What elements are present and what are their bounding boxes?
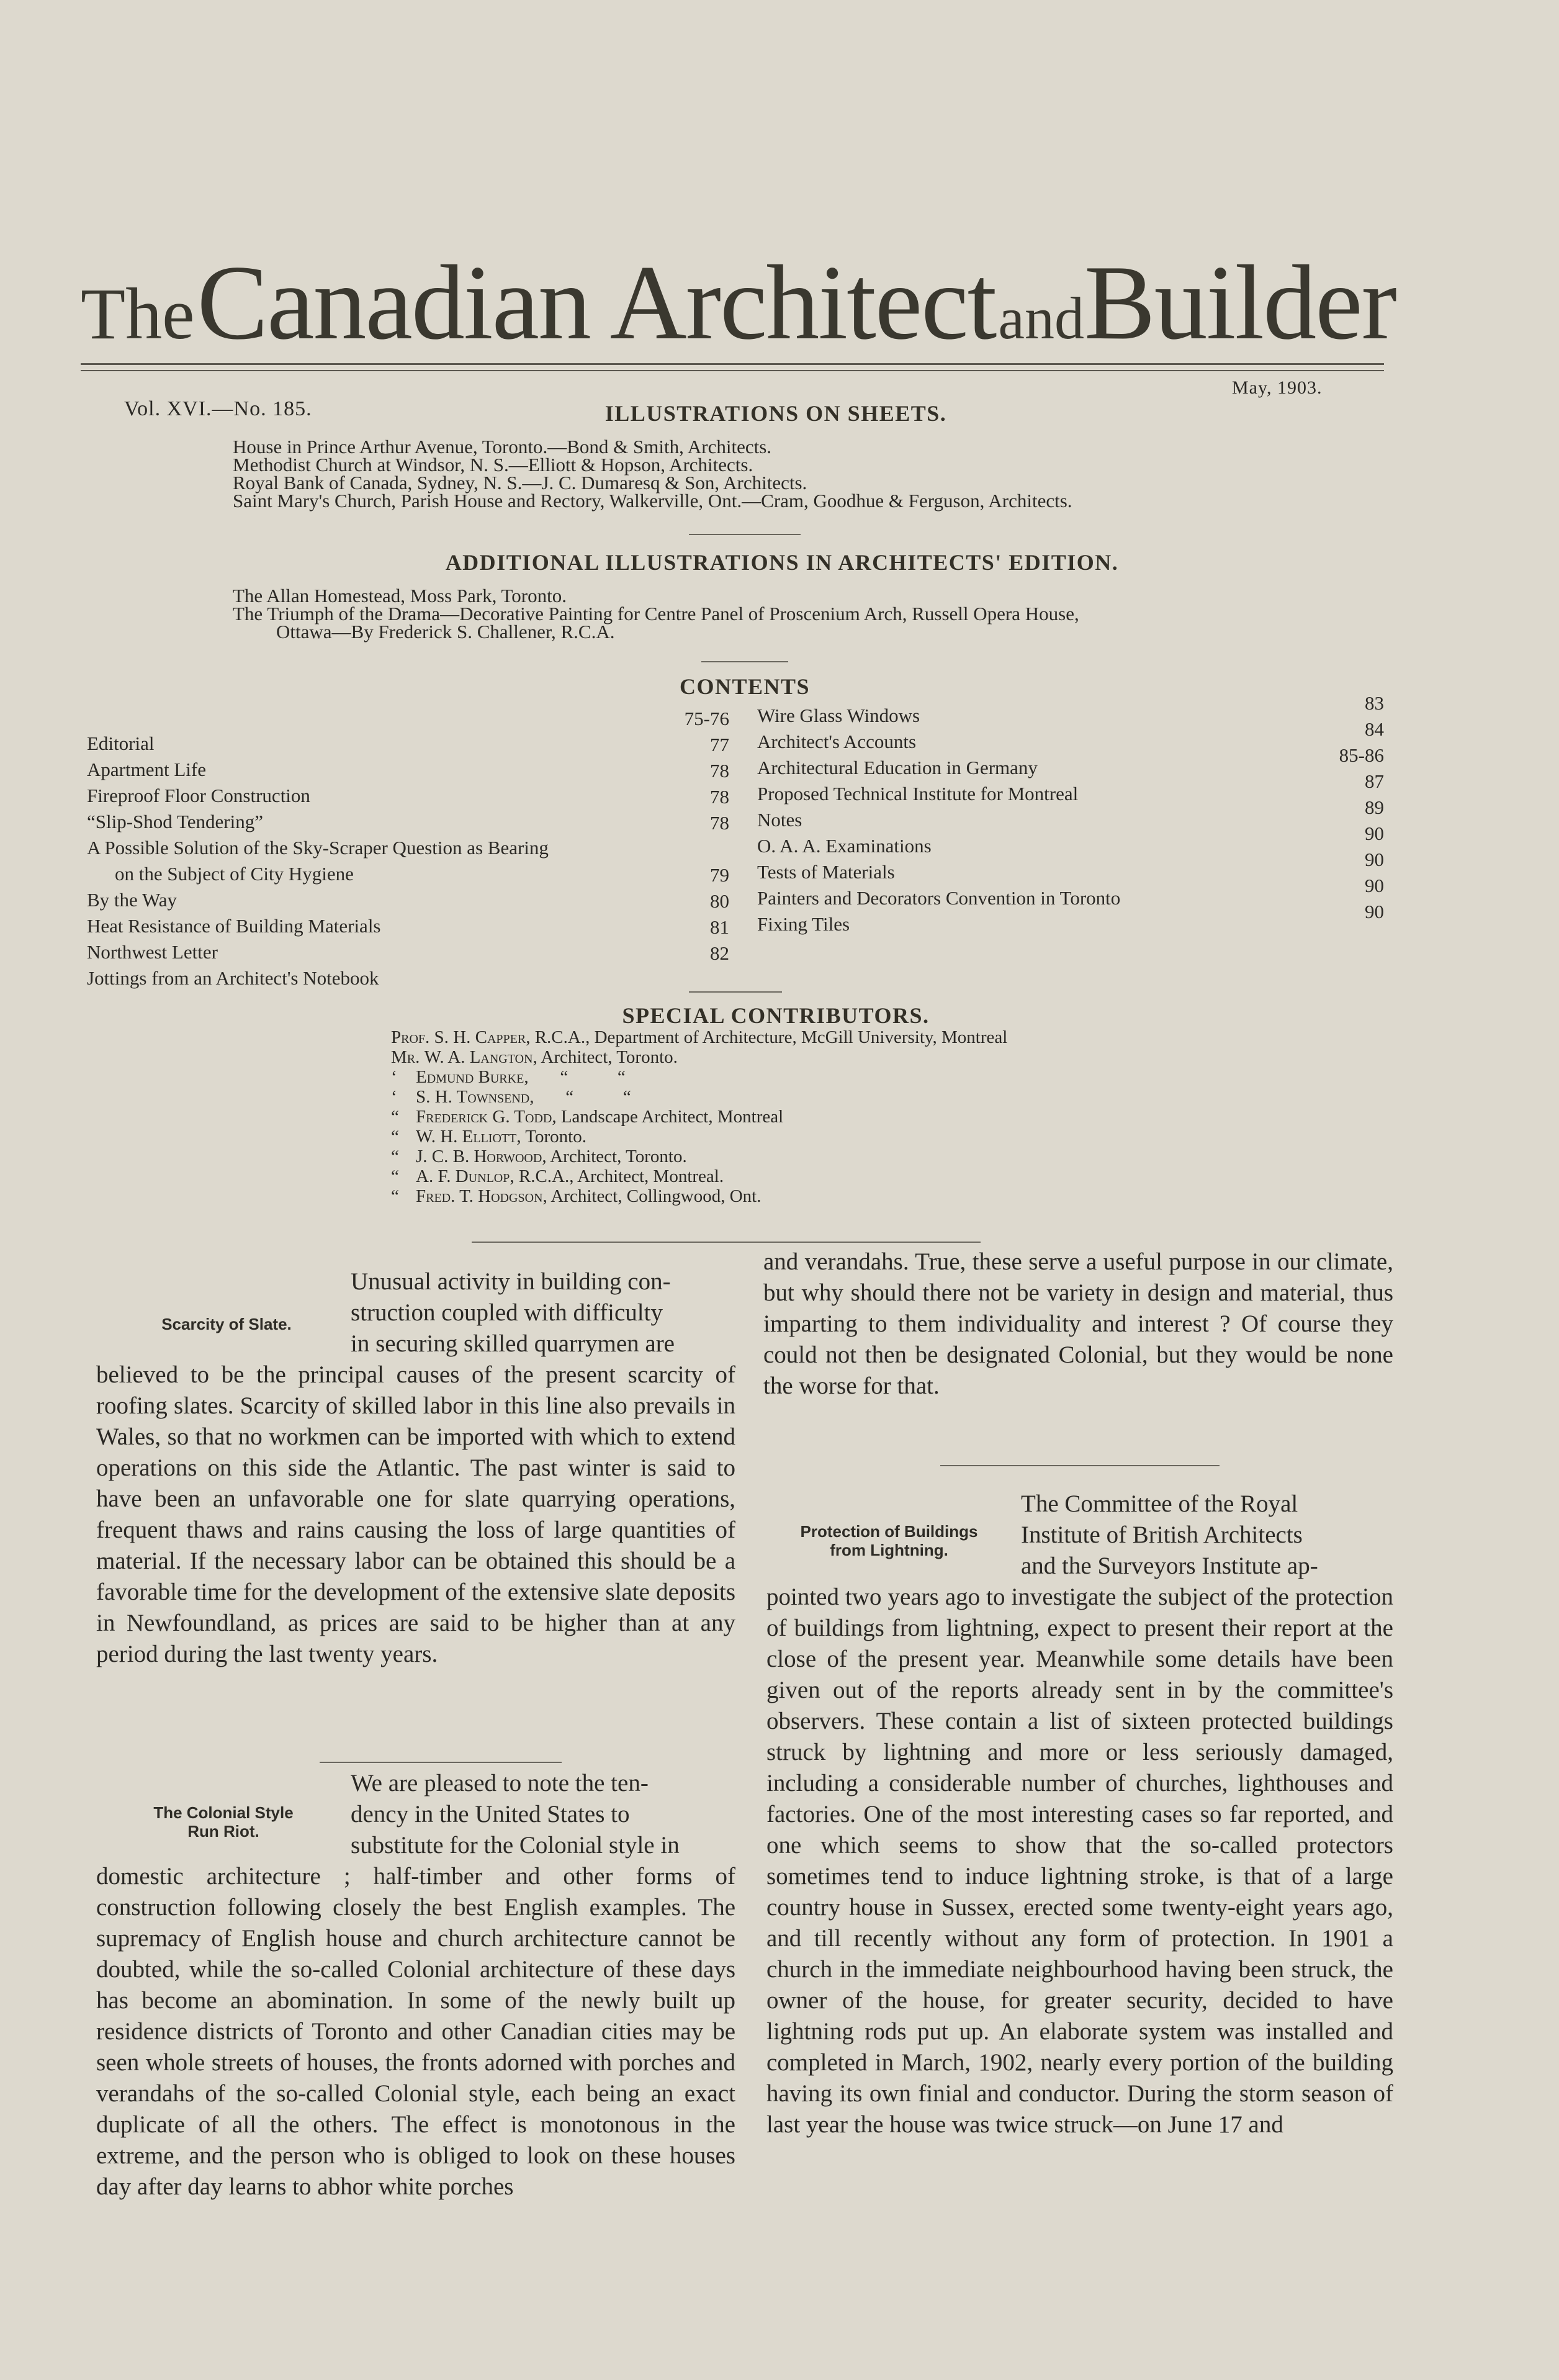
contributors-list	[391, 1027, 1007, 1206]
divider	[689, 991, 782, 993]
page-number: 77	[710, 734, 729, 755]
volume-number: Vol. XVI.—No. 185.	[124, 397, 312, 420]
contents-entry: A Possible Solution of the Sky-Scraper Question as Bearing	[87, 837, 549, 859]
illustration-item: Royal Bank of Canada, Sydney, N. S.—J. C. Dumaresq & Son, Architects.	[233, 472, 807, 494]
contents-entry: Fireproof Floor Construction	[87, 785, 310, 806]
page-number: 87	[1365, 770, 1384, 792]
contents-entry: Jottings from an Architect's Notebook	[87, 967, 379, 989]
illustration-item: Methodist Church at Windsor, N. S.—Elliott & Hopson, Architects.	[233, 454, 753, 476]
divider	[320, 1762, 562, 1763]
contents-entry: Architect's Accounts	[757, 731, 917, 752]
page-number: 81	[710, 916, 729, 938]
additional-heading: ADDITIONAL ILLUSTRATIONS IN ARCHITECTS' EDITION.	[445, 550, 1119, 575]
contents-heading: CONTENTS	[679, 674, 811, 699]
additional-list	[233, 587, 1443, 641]
sidehead-scarcity-of-slate: Scarcity of Slate.	[161, 1315, 292, 1333]
contents-entry: Painters and Decorators Convention in Toronto	[757, 887, 1121, 909]
contributor-row: ‘ S. H. Townsend, “ “	[391, 1087, 631, 1107]
contributors-heading: SPECIAL CONTRIBUTORS.	[622, 1003, 930, 1028]
contents-entry: Wire Glass Windows	[757, 705, 920, 726]
contents-entry: “Slip-Shod Tendering”	[87, 811, 263, 832]
page-number: 80	[710, 890, 729, 912]
contents-right-pages	[1316, 692, 1384, 927]
page-number: 84	[1365, 718, 1384, 740]
contents-entry: on the Subject of City Hygiene	[115, 863, 354, 885]
page-number: 83	[1365, 692, 1384, 714]
masthead-rule	[81, 363, 1384, 371]
contents-entry: Editorial	[87, 732, 155, 754]
masthead-the: The	[81, 273, 195, 354]
contributor-row: Mr. W. A. Langton, Architect, Toronto.	[391, 1047, 678, 1067]
colonial-lead: We are pleased to note the ten- dency in the United States to substitute for the Colonial style in	[351, 1770, 680, 1859]
contents-entry: Notes	[757, 809, 802, 831]
contributor-row: “ A. F. Dunlop, R.C.A., Architect, Montreal.	[391, 1166, 724, 1186]
contents-entry: Tests of Materials	[757, 861, 895, 883]
sidehead-protection-lightning: Protection of Buildings from Lightning.	[800, 1522, 978, 1559]
contents-entry: Fixing Tiles	[757, 913, 850, 935]
divider	[940, 1465, 1220, 1466]
page-number: 90	[1365, 875, 1384, 896]
page-number: 90	[1365, 901, 1384, 922]
page-number: 78	[710, 812, 729, 834]
contents-entry: Proposed Technical Institute for Montreal	[757, 783, 1079, 805]
illustration-item: Saint Mary's Church, Parish House and Rectory, Walkerville, Ont.—Cram, Goodhue & Ferguson, Architects.	[233, 490, 1072, 512]
colonial-continued: and verandahs. True, these serve a useful purpose in our climate, but why should there not be variety in design and material, thus imparting to them individuality and interest ? Of course they could not then be designated Colonial, but they would be none the worse for that.	[763, 1248, 1393, 1399]
divider	[472, 1242, 981, 1243]
divider	[701, 661, 788, 662]
illustration-item: House in Prince Arthur Avenue, Toronto.—Bond & Smith, Architects.	[233, 436, 772, 458]
page-number: 78	[710, 786, 729, 808]
masthead	[81, 242, 1396, 364]
contributor-row: “ W. H. Elliott, Toronto.	[391, 1127, 586, 1147]
contributor-row: “ Frederick G. Todd, Landscape Architect, Montreal	[391, 1107, 784, 1127]
contents-left-pages	[667, 708, 729, 968]
sidehead-colonial-style: The Colonial Style Run Riot.	[153, 1803, 294, 1841]
slate-lead: Unusual activity in building con- struction coupled with difficulty in securing skilled quarrymen are	[351, 1268, 675, 1357]
page-number: 82	[710, 942, 729, 964]
contents-entry: By the Way	[87, 889, 177, 911]
colonial-body: domestic architecture ; half-timber and other forms of construction following closely the best English examples. The supremacy of English house and church architecture cannot be doubted, while the so-called Colonial architecture of these days has become an abomination. In some of the newly built up residence districts of Toronto and other Canadian cities may be seen whole streets of houses, the fronts adorned with porches and verandahs of the so-called Colonial style, each being an exact duplicate of all the others. The effect is monotonous in the extreme, and the person who is obliged to look on these houses day after day learns to abhor white porches	[96, 1863, 735, 2200]
page-number: 90	[1365, 849, 1384, 870]
additional-item: The Triumph of the Drama—Decorative Painting for Centre Panel of Proscenium Arch, Russell Opera House,	[233, 603, 1079, 624]
masthead-title: Canadian Architect	[197, 244, 996, 362]
page-number: 90	[1365, 823, 1384, 844]
masthead-and: and	[998, 285, 1084, 351]
lightning-lead: The Committee of the Royal Institute of British Architects and the Surveyors Institute ap-	[1021, 1490, 1318, 1579]
additional-item: Ottawa—By Frederick S. Challener, R.C.A.	[276, 621, 615, 642]
page-number: 78	[710, 760, 729, 782]
contributor-row: ‘ Edmund Burke, “ “	[391, 1067, 626, 1087]
contents-entry: Heat Resistance of Building Materials	[87, 915, 381, 937]
illustrations-list	[233, 438, 1412, 510]
page-number: 85-86	[1339, 744, 1384, 766]
page-number: 89	[1365, 796, 1384, 818]
contents-entry: Northwest Letter	[87, 941, 218, 963]
contributor-row: Prof. S. H. Capper, R.C.A., Department of Architecture, McGill University, Montreal	[391, 1027, 1008, 1047]
contents-entry: O. A. A. Examinations	[757, 835, 932, 857]
masthead-builder: Builder	[1084, 244, 1396, 362]
lightning-body: pointed two years ago to investigate the subject of the protection of buildings from lightning, expect to present their report at the close of the present year. Meanwhile some details have been given out of the reports already sent in by the committee's observers. These contain a list of sixteen protected buildings struck by lightning and more or less seriously damaged, including a considerable number of churches, lighthouses and factories. One of the most interesting cases so far reported, and one which seems to show that the so-called protectors sometimes tend to induce lightning stroke, is that of a large country house in Sussex, erected some twenty-eight years ago, and till recently without any form of protection. In 1901 a church in the immediate neighbourhood having been struck, the owner of the house, for greater security, decided to have lightning rods put up. An elaborate system was installed and completed in March, 1902, nearly every portion of the building having its own finial and conductor. During the storm season of last year the house was twice struck—on June 17 and	[766, 1584, 1393, 2138]
contents-right	[757, 705, 1303, 939]
contents-entry: Apartment Life	[87, 759, 206, 780]
contents-entry: Architectural Education in Germany	[757, 757, 1038, 778]
contributor-row: “ Fred. T. Hodgson, Architect, Collingwood, Ont.	[391, 1186, 762, 1206]
slate-body: believed to be the principal causes of the present scarcity of roofing slates. Scarcity of skilled labor in this line also prevails in Wales, so that no workmen can be imported with which to extend operations on this side the Atlantic. The past winter is said to have been an unfavorable one for slate quarrying operations, frequent thaws and rains causing the loss of large quantities of material. If the necessary labor can be obtained this should be a favorable time for the development of the extensive slate deposits in Newfoundland, as prices are said to be higher than at any period during the last twenty years.	[96, 1361, 735, 1667]
contents-left	[87, 732, 664, 993]
additional-item: The Allan Homestead, Moss Park, Toronto.	[233, 585, 567, 606]
page-number: 79	[710, 864, 729, 886]
illustrations-heading: ILLUSTRATIONS ON SHEETS.	[604, 401, 947, 426]
contributor-row: “ J. C. B. Horwood, Architect, Toronto.	[391, 1147, 687, 1166]
issue-date: May, 1903.	[1232, 377, 1323, 398]
divider	[689, 534, 801, 535]
page-number: 75-76	[684, 708, 729, 729]
